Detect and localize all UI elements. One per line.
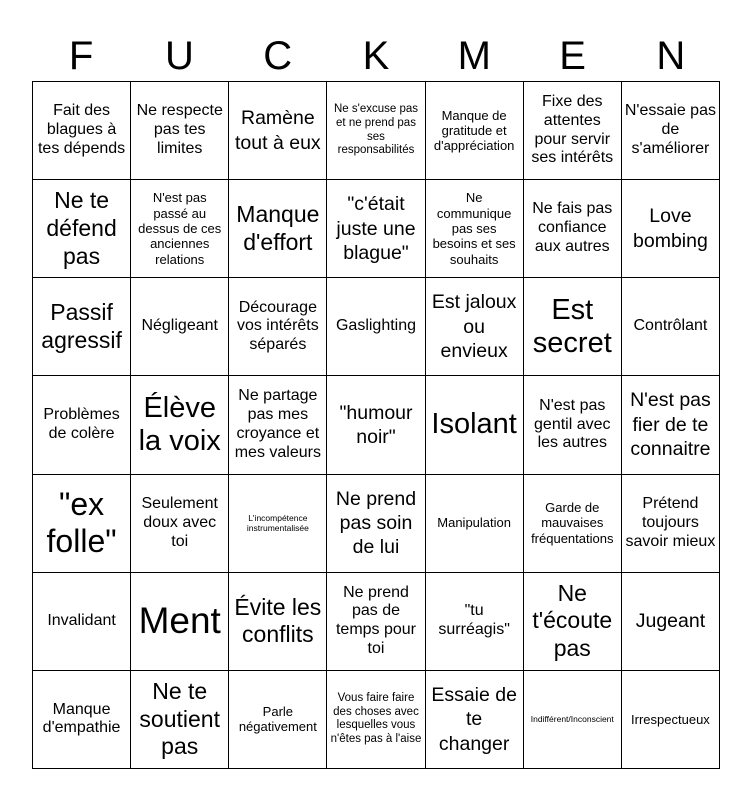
cell-text: Contrôlant <box>633 317 708 335</box>
bingo-cell <box>33 376 131 474</box>
cell-text: "humour noir" <box>339 401 413 448</box>
cell-text: Ment <box>138 600 221 641</box>
bingo-cell <box>33 671 131 769</box>
bingo-cell <box>229 376 327 474</box>
cell-text: Ne prend pas de temps pour toi <box>335 583 417 658</box>
header-letter: N <box>656 34 686 78</box>
cell-text: Manipulation <box>437 515 511 531</box>
bingo-cell <box>622 376 720 474</box>
bingo-cell <box>622 82 720 180</box>
cell-text: Gaslighting <box>335 317 417 335</box>
bingo-cell <box>327 573 425 671</box>
header-letter: F <box>68 34 94 78</box>
cell-text: Problèmes de colère <box>43 406 120 442</box>
cell-text: L'incompétence instrumentalisée <box>246 513 309 534</box>
bingo-cell <box>426 573 524 671</box>
bingo-cell <box>327 278 425 376</box>
cell-text: Négligeant <box>141 317 218 335</box>
bingo-cell <box>426 180 524 278</box>
bingo-cell <box>622 475 720 573</box>
cell-text: Ne prend pas soin de lui <box>335 487 417 559</box>
cell-text: Fixe des attentes pour servir ses intérêts <box>531 92 614 167</box>
bingo-cell <box>33 180 131 278</box>
bingo-cell <box>131 573 229 671</box>
cell-text: Est jaloux ou envieux <box>431 291 517 363</box>
cell-text: Ne t'écoute pas <box>532 579 613 662</box>
cell-text: "ex folle" <box>46 486 117 560</box>
bingo-cell <box>229 671 327 769</box>
bingo-cell <box>327 180 425 278</box>
header-letter: C <box>263 34 293 78</box>
cell-text: Ne respecte pas tes limites <box>136 102 223 157</box>
bingo-cell <box>327 475 425 573</box>
cell-text: Passif agressif <box>41 299 122 353</box>
bingo-cell <box>229 180 327 278</box>
bingo-grid <box>32 81 720 769</box>
cell-text: Jugeant <box>635 610 706 633</box>
bingo-cell <box>229 573 327 671</box>
bingo-cell <box>33 278 131 376</box>
cell-text: Manque d'effort <box>236 201 320 255</box>
bingo-cell <box>33 573 131 671</box>
bingo-cell <box>327 376 425 474</box>
cell-text: Ne fais pas confiance aux autres <box>532 200 613 256</box>
bingo-cell <box>524 82 622 180</box>
bingo-header <box>32 30 720 82</box>
bingo-cell <box>327 671 425 769</box>
bingo-cell <box>524 671 622 769</box>
bingo-cell <box>229 82 327 180</box>
bingo-cell <box>524 278 622 376</box>
cell-text: Ne partage pas mes croyance et mes valeurs <box>234 387 321 461</box>
cell-text: "c'était juste une blague" <box>336 193 416 264</box>
bingo-cell <box>622 180 720 278</box>
cell-text: Vous faire faire des choses avec lesquelles vous n'êtes pas à l'aise <box>330 692 422 745</box>
bingo-cell <box>33 475 131 573</box>
cell-text: N'essaie pas de s'améliorer <box>624 102 716 157</box>
cell-text: Fait des blagues à tes dépends <box>37 102 126 157</box>
bingo-cell <box>426 82 524 180</box>
bingo-cell <box>426 278 524 376</box>
bingo-cell <box>131 376 229 474</box>
bingo-cell <box>131 475 229 573</box>
header-letter: U <box>164 34 194 78</box>
cell-text: Décourage vos intérêts séparés <box>236 298 319 354</box>
bingo-cell <box>229 278 327 376</box>
bingo-cell <box>327 82 425 180</box>
bingo-cell <box>622 671 720 769</box>
cell-text: Irrespectueux <box>631 711 710 727</box>
cell-text: Élève la voix <box>138 391 221 457</box>
cell-text: "tu surréagis" <box>438 602 510 639</box>
bingo-cell <box>426 376 524 474</box>
cell-text: N'est pas gentil avec les autres <box>534 396 611 452</box>
cell-text: Ne te défend pas <box>46 187 117 269</box>
bingo-cell <box>131 278 229 376</box>
cell-text: N'est pas fier de te connaitre <box>630 389 711 461</box>
cell-text: Seulement doux avec toi <box>141 494 218 550</box>
header-letter: M <box>457 34 491 78</box>
cell-text: N'est pas passé au dessus de ces anciennes relations <box>138 190 222 267</box>
cell-text: Manque d'empathie <box>42 700 121 737</box>
cell-text: Est secret <box>532 293 612 359</box>
bingo-cell <box>33 82 131 180</box>
bingo-cell <box>622 573 720 671</box>
cell-text: Ramène tout à eux <box>235 107 321 154</box>
header-letter: K <box>362 34 390 78</box>
cell-text: Manque de gratitude et d'appréciation <box>433 107 515 154</box>
cell-text: Évite les conflits <box>234 593 322 648</box>
bingo-cell <box>426 671 524 769</box>
bingo-cell <box>524 573 622 671</box>
cell-text: Ne s'excuse pas et ne prend pas ses responsabilités <box>333 103 418 157</box>
bingo-cell <box>524 475 622 573</box>
cell-text: Invalidant <box>47 611 116 629</box>
bingo-cell <box>131 82 229 180</box>
cell-text: Indifférent/Inconscient <box>530 714 614 725</box>
bingo-cell <box>229 475 327 573</box>
bingo-cell <box>524 376 622 474</box>
cell-text: Essaie de te changer <box>431 683 517 755</box>
bingo-cell <box>426 475 524 573</box>
cell-text: Ne te soutient pas <box>139 678 220 760</box>
cell-text: Ne communique pas ses besoins et ses souhaits <box>432 190 516 267</box>
cell-text: Isolant <box>431 408 517 441</box>
bingo-cell <box>131 180 229 278</box>
bingo-cell <box>131 671 229 769</box>
cell-text: Love bombing <box>633 205 708 252</box>
cell-text: Parle négativement <box>238 704 317 735</box>
header-letter: E <box>559 34 586 78</box>
bingo-cell <box>622 278 720 376</box>
bingo-cell <box>524 180 622 278</box>
cell-text: Prétend toujours savoir mieux <box>625 494 716 550</box>
cell-text: Garde de mauvaises fréquentations <box>531 500 614 546</box>
